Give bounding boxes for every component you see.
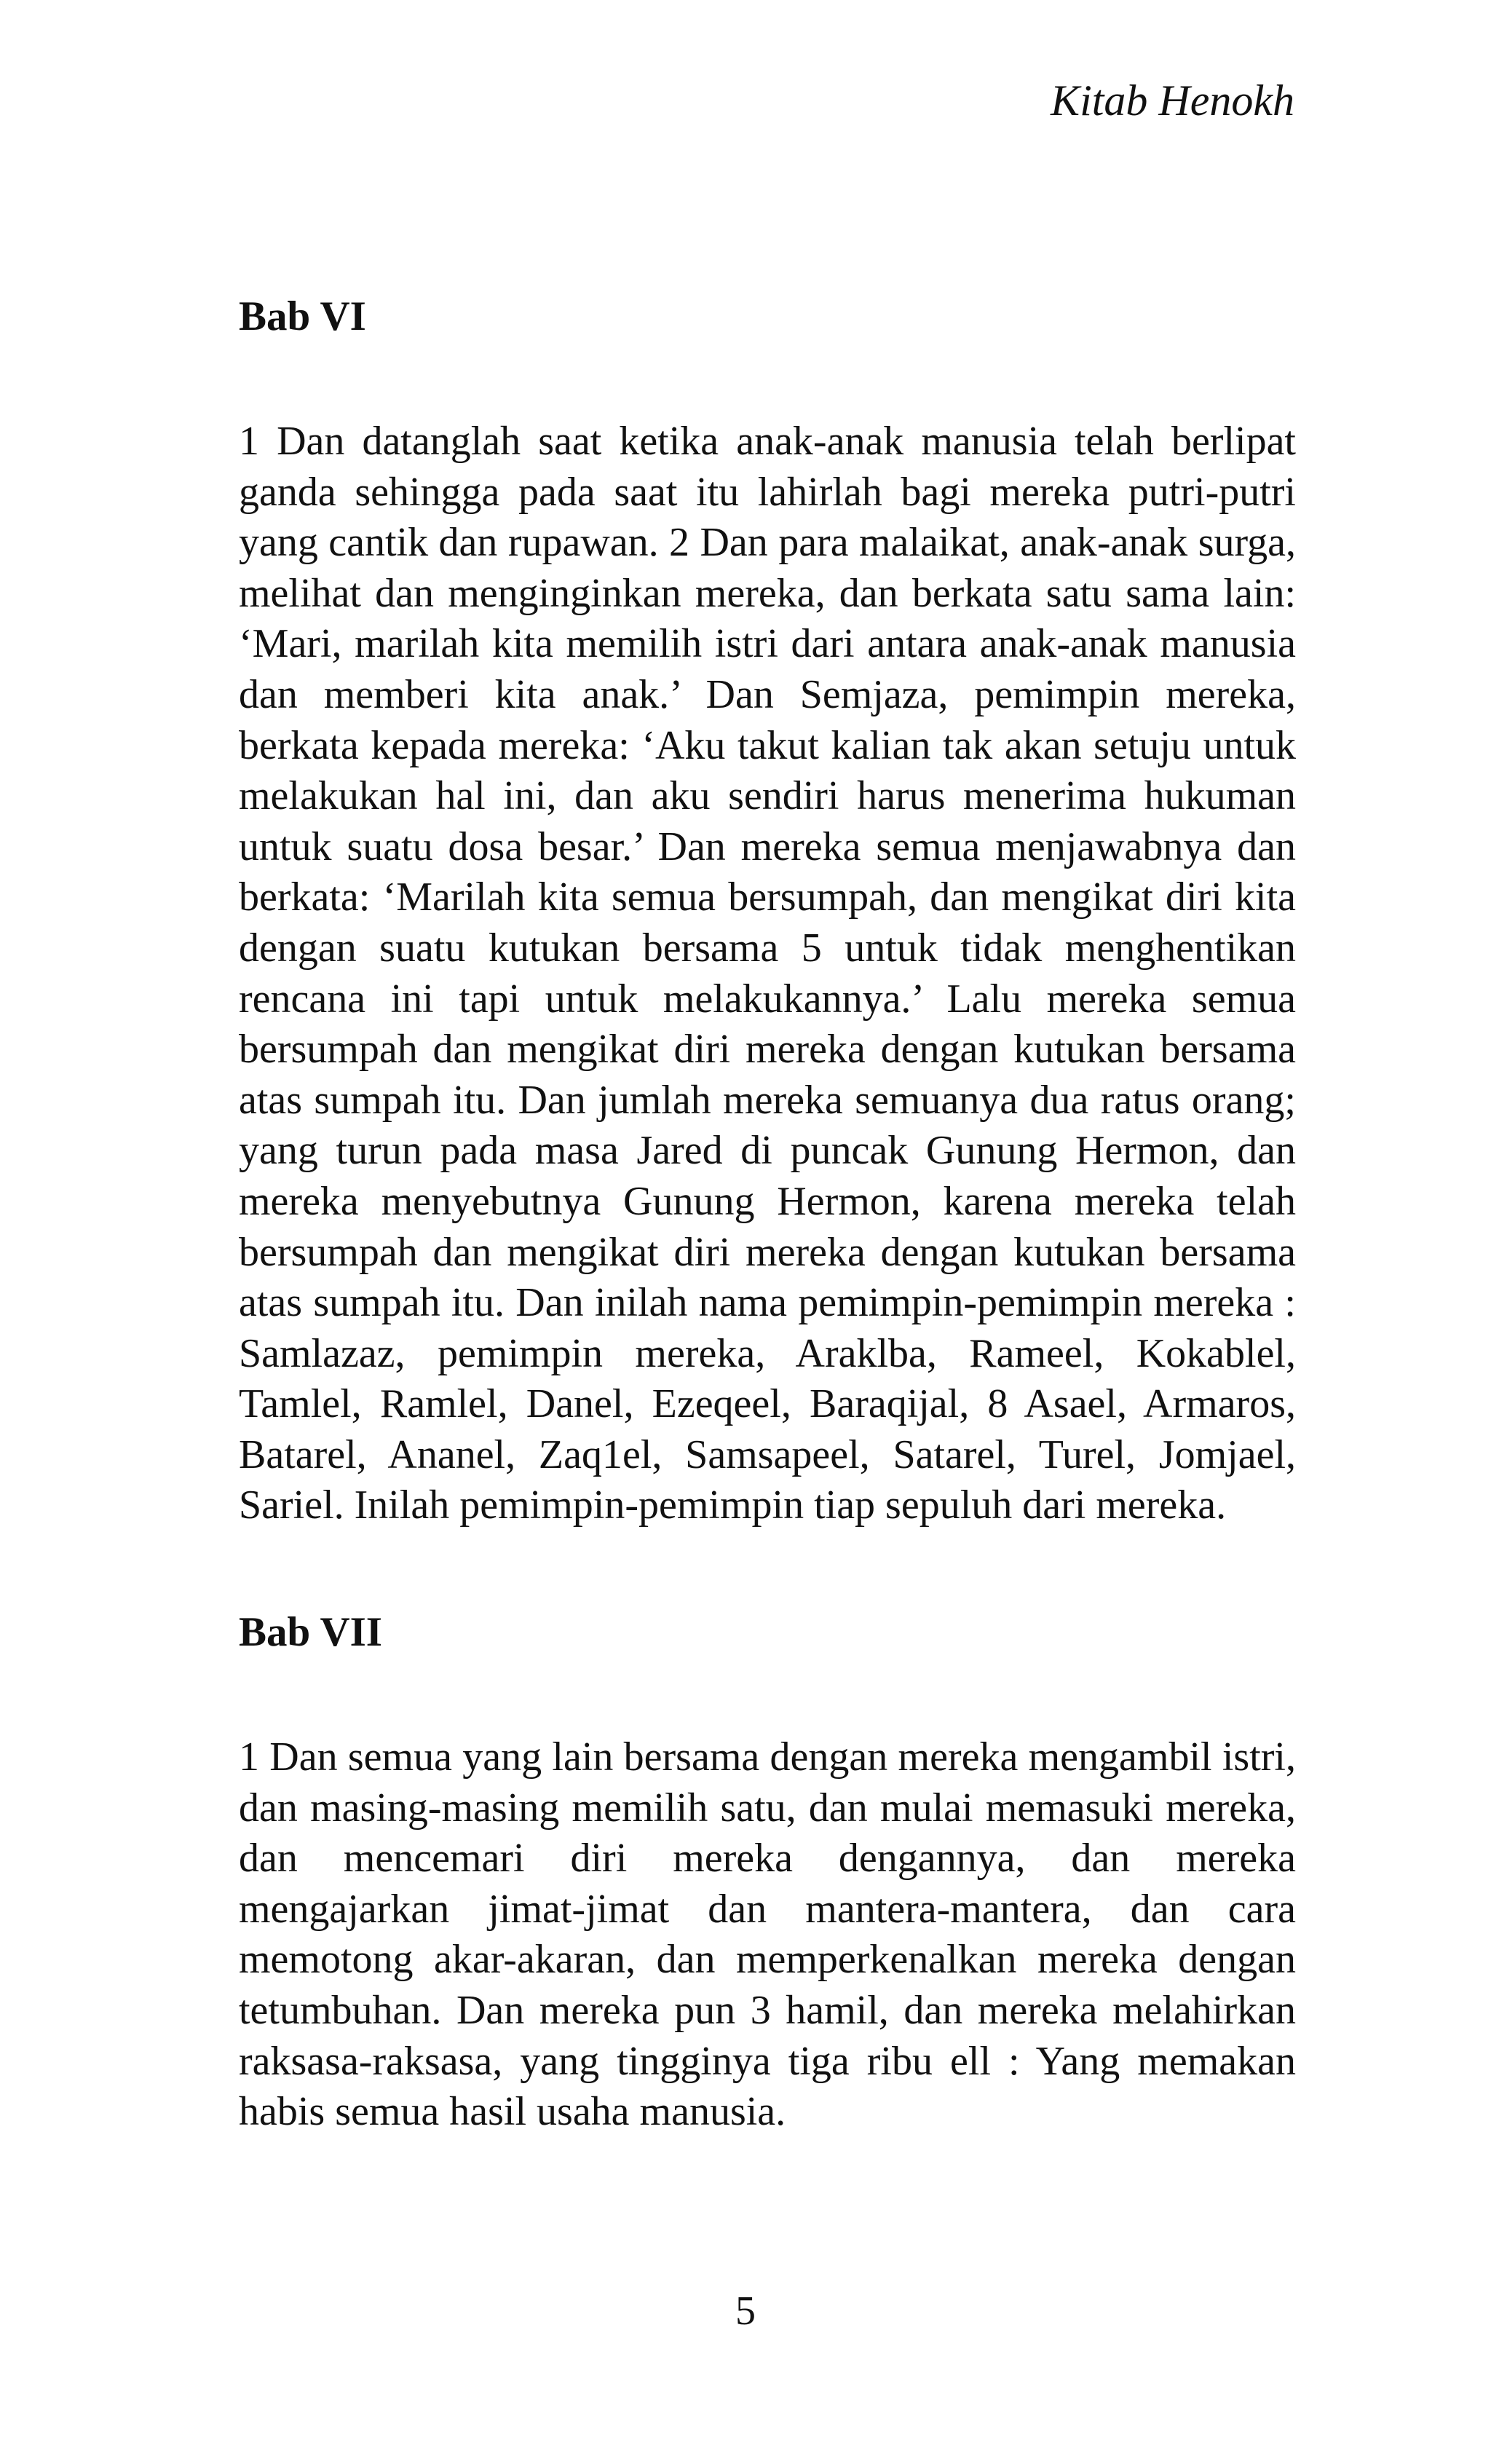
page-body xyxy=(239,291,1296,2138)
chapter-text-vi: 1 Dan datanglah saat ketika anak-anak manusia telah berlipat ganda sehingga pada saat itu lahirlah bagi mereka putri-putri yang cantik dan rupawan. 2 Dan para malaikat, anak-anak surga, melihat dan menginginkan mereka, dan berkata satu sama lain: ‘Mari, marilah kita memilih istri dari antara anak-anak manusia dan memberi kita anak.’ Dan Semjaza, pemimpin mereka, berkata kepada mereka: ‘Aku takut kalian tak akan setuju untuk melakukan hal ini, dan aku sendiri harus menerima hukuman untuk suatu dosa besar.’ Dan mereka semua menjawabnya dan berkata: ‘Marilah kita semua bersumpah, dan mengikat diri kita dengan suatu kutukan bersama 5 untuk tidak menghentikan rencana ini tapi untuk melakukannya.’ Lalu mereka semua bersumpah dan mengikat diri mereka dengan kutukan bersama atas sumpah itu. Dan jumlah mereka semuanya dua ratus orang; yang turun pada masa Jared di puncak Gunung Hermon, dan mereka menyebutnya Gunung Hermon, karena mereka telah bersumpah dan mengikat diri mereka dengan kutukan bersama atas sumpah itu. Dan inilah nama pemimpin-pemimpin mereka : Samlazaz, pemimpin mereka, Araklba, Rameel, Kokablel, Tamlel, Ramlel, Danel, Ezeqeel, Baraqijal, 8 Asael, Armaros, Batarel, Ananel, Zaq1el, Samsapeel, Satarel, Turel, Jomjael, Sariel. Inilah pemimpin-pemimpin tiap sepuluh dari mereka. xyxy=(239,419,1296,1528)
chapter-text-vii: 1 Dan semua yang lain bersama dengan mereka mengambil istri, dan masing-masing memilih satu, dan mulai memasuki mereka, dan mencemari diri mereka dengannya, dan mereka mengajarkan jimat-jimat dan mantera-mantera, dan cara memotong akar-akaran, dan memperkenalkan mereka dengan tetumbuhan. Dan mereka pun 3 hamil, dan mereka melahirkan raksasa-raksasa, yang tingginya tiga ribu ell : Yang memakan habis semua hasil usaha manusia. xyxy=(239,1734,1296,2135)
running-header-title: Kitab Henokh xyxy=(1051,76,1294,125)
chapter-heading-vi: Bab VI xyxy=(239,293,366,339)
chapter-heading-vii: Bab VII xyxy=(239,1609,382,1656)
page-number: 5 xyxy=(735,2289,756,2334)
